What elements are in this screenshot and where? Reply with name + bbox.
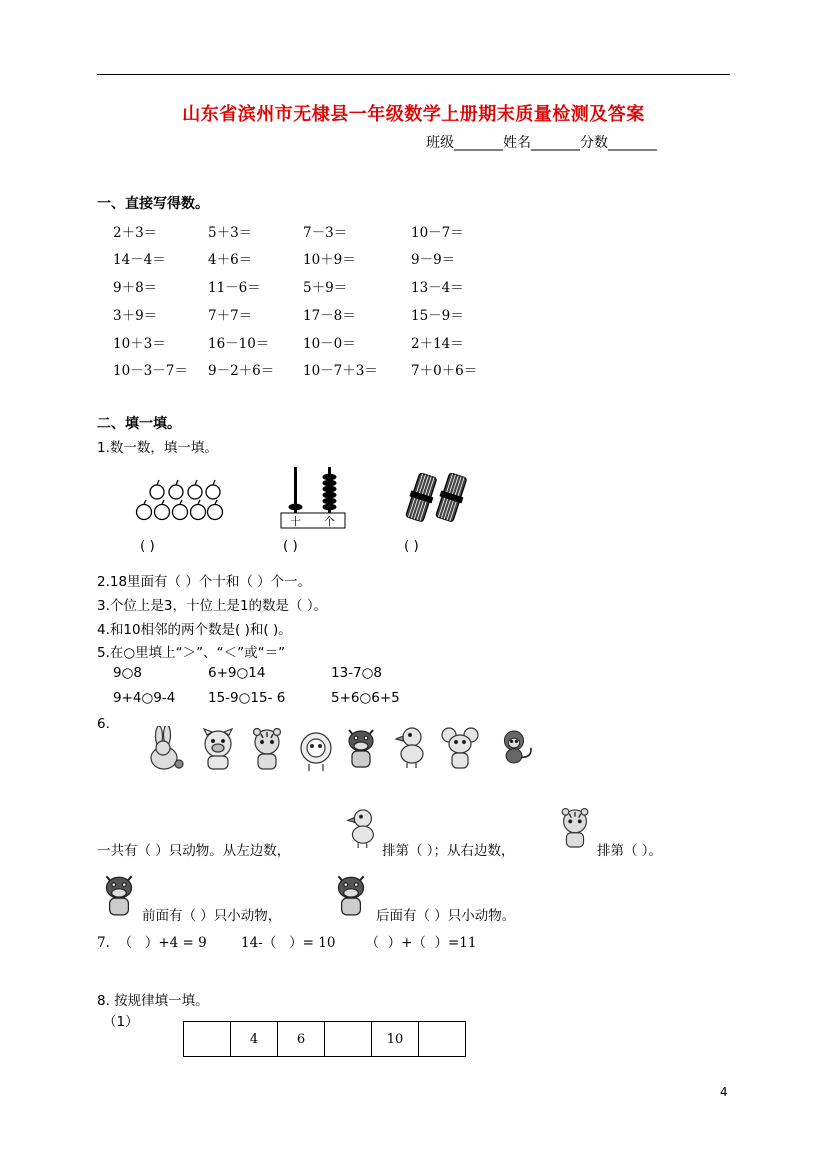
q1-blank-3[interactable]: ( ) — [404, 538, 419, 554]
arithmetic-item: 10－0＝ — [303, 336, 356, 352]
page-number: 4 — [720, 1085, 728, 1099]
arithmetic-item: 15－9＝ — [411, 308, 464, 324]
q6-line2-a: 前面有（ ）只小动物， — [142, 908, 282, 924]
sequence-cell[interactable] — [184, 1022, 231, 1057]
q6-line2-b: 后面有（ ）只小动物。 — [376, 908, 516, 924]
arithmetic-item: 7－3＝ — [303, 225, 348, 241]
q2-text: 2.18里面有（ ）个十和（ ）个一。 — [97, 574, 312, 590]
monkey-icon — [498, 724, 538, 770]
arithmetic-item: 7＋0＋6＝ — [411, 363, 478, 379]
arithmetic-item: 10－7＋3＝ — [303, 363, 378, 379]
arithmetic-item: 10＋9＝ — [303, 252, 356, 268]
student-info: 班级_______姓名_______分数_______ — [426, 135, 657, 151]
arithmetic-item: 10＋3＝ — [113, 336, 166, 352]
q8-sub: （1） — [103, 1014, 139, 1030]
q5-item: 13-7○8 — [331, 665, 383, 681]
q5-item: 9+4○9-4 — [113, 690, 176, 706]
q1-text: 1.数一数，填一填。 — [97, 440, 218, 456]
sequence-cell: 4 — [231, 1022, 278, 1057]
section1-heading: 一、直接写得数。 — [97, 196, 209, 212]
arithmetic-item: 3＋9＝ — [113, 308, 158, 324]
arithmetic-item: 11－6＝ — [208, 280, 261, 296]
mouse-icon — [440, 726, 480, 772]
q1-blank-2[interactable]: ( ) — [283, 538, 298, 554]
sequence-table — [183, 1021, 466, 1057]
arithmetic-item: 2＋3＝ — [113, 225, 158, 241]
q8-text: 8. 按规律填一填。 — [97, 993, 209, 1009]
tiger-icon — [247, 726, 287, 772]
header-rule — [97, 74, 730, 75]
arithmetic-item: 5＋9＝ — [303, 280, 348, 296]
q5-item: 6+9○14 — [208, 665, 266, 681]
q5-item: 5+6○6+5 — [331, 690, 400, 706]
q7-text: 7. （ ）+4 = 9 14-（ ）= 10 （ ）+（ ）=11 — [97, 935, 477, 951]
sequence-cell[interactable] — [325, 1022, 372, 1057]
stick-bundles-picture — [404, 470, 470, 526]
q6-line1-b: 排第（ ）；从右边数， — [382, 843, 515, 859]
arithmetic-item: 2＋14＝ — [411, 336, 464, 352]
q1-blank-1[interactable]: ( ) — [140, 538, 155, 554]
q3-text: 3.个位上是3，十位上是1的数是（ ）。 — [97, 598, 328, 614]
q5-item: 15-9○15- 6 — [208, 690, 286, 706]
cow-icon — [330, 870, 372, 918]
arithmetic-item: 4＋6＝ — [208, 252, 253, 268]
abacus-ones-label: 个 — [324, 515, 335, 528]
q6-label: 6. — [97, 716, 110, 732]
q6-line1-a: 一共有（ ）只动物。从左边数， — [97, 843, 291, 859]
rabbit-icon — [146, 726, 186, 772]
arithmetic-item: 7＋7＝ — [208, 308, 253, 324]
section2-heading: 二、填一填。 — [97, 416, 181, 432]
sequence-cell[interactable] — [419, 1022, 466, 1057]
arithmetic-item: 9－2＋6＝ — [208, 363, 275, 379]
q4-text: 4.和10相邻的两个数是( )和( )。 — [97, 622, 292, 638]
q5-item: 9○8 — [113, 665, 142, 681]
arithmetic-item: 10－3－7＝ — [113, 363, 188, 379]
q5-text: 5.在○里填上“＞”、“＜”或“＝” — [97, 645, 286, 661]
arithmetic-item: 10－7＝ — [411, 225, 464, 241]
q6-line1-c: 排第（ ）。 — [597, 843, 663, 859]
abacus-picture — [280, 465, 346, 529]
arithmetic-item: 13－4＝ — [411, 280, 464, 296]
tiger-icon — [556, 806, 594, 850]
chicken-icon — [342, 806, 380, 850]
sequence-cell: 10 — [372, 1022, 419, 1057]
arithmetic-item: 14－4＝ — [113, 252, 166, 268]
sheep-icon — [296, 728, 336, 774]
page-title: 山东省滨州市无棣县一年级数学上册期末质量检测及答案 — [182, 104, 645, 125]
arithmetic-item: 9－9＝ — [411, 252, 456, 268]
cow-icon — [98, 870, 140, 918]
pig-icon — [198, 726, 238, 772]
arithmetic-item: 5＋3＝ — [208, 225, 253, 241]
arithmetic-item: 9＋8＝ — [113, 280, 158, 296]
cow-icon — [341, 724, 381, 770]
apples-picture — [133, 478, 225, 524]
arithmetic-item: 16－10＝ — [208, 336, 270, 352]
chicken-icon — [390, 724, 430, 770]
abacus-tens-label: 十 — [290, 515, 301, 528]
sequence-cell: 6 — [278, 1022, 325, 1057]
arithmetic-item: 17－8＝ — [303, 308, 356, 324]
